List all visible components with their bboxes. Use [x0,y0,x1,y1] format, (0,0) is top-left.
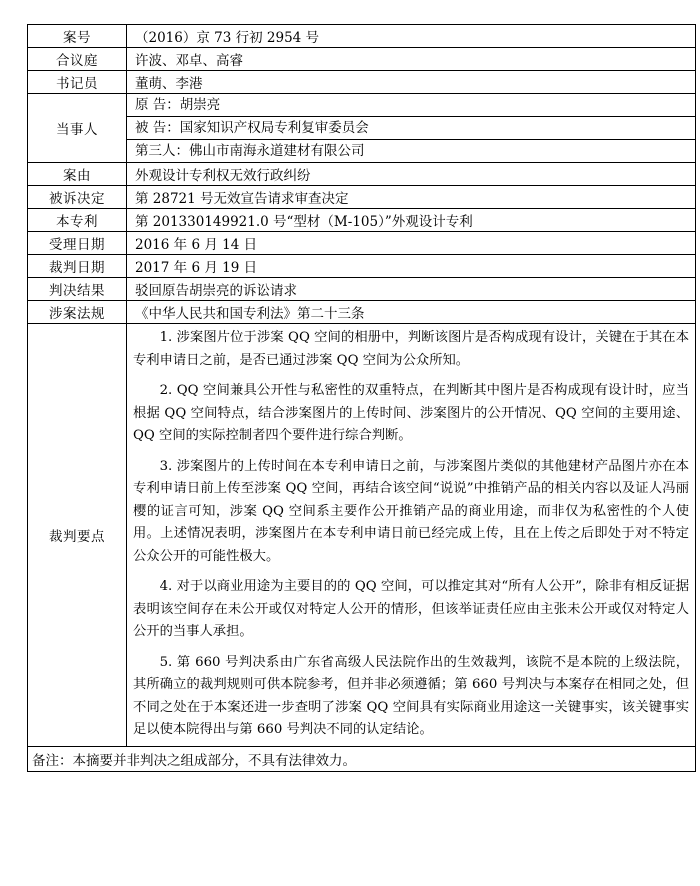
accepted-label: 受理日期 [28,232,127,255]
point-2: 2. QQ 空间兼具公开性与私密性的双重特点，在判断其中图片是否构成现有设计时，应当根据 QQ 空间特点，结合涉案图片的上传时间、涉案图片的公开情况、QQ 空间的主要用途、QQ 空间的实际控制者四个要件进行综合判断。 [133,383,689,443]
clerk-label: 书记员 [28,71,127,94]
point-3: 3. 涉案图片的上传时间在本专利申请日之前，与涉案图片类似的其他建材产品图片亦在本专利申请日前上传至涉案 QQ 空间，再结合该空间“说说”中推销产品的相关内容以及证人冯丽樱的证言可知，涉案 QQ 空间系主要作公开推销产品的商业用途，而非仅为私密性的个人使用。上述情况表明，涉案图片在本专利申请日前已经完成上传，且在上传之后即处于对不特定公众公开的可能性极大。 [133,458,689,564]
row-judged [28,255,696,278]
row-patent [28,209,696,232]
row-panel [28,48,696,71]
patent-label: 本专利 [28,209,127,232]
defendant: 被 告：国家知识产权局专利复审委员会 [127,117,695,140]
accepted-value: 2016 年 6 月 14 日 [127,232,696,255]
parties-label: 当事人 [28,94,127,163]
cause-label: 案由 [28,163,127,186]
plaintiff: 原 告：胡崇亮 [127,94,695,117]
point-5: 5. 第 660 号判决系由广东省高级人民法院作出的生效裁判，该院不是本院的上级法院，其所确立的裁判规则可供本院参考，但并非必须遵循；第 660 号判决与本案存在相同之处，但不同之处在于本案还进一步查明了涉案 QQ 空间具有实际商业用途这一关键事实，该关键事实足以使本院得出与第 660 号判决不同的认定结论。 [133,654,689,737]
case-summary-table [27,24,696,772]
row-cause [28,163,696,186]
row-clerk [28,71,696,94]
row-case-no [28,25,696,48]
row-note [28,746,696,771]
result-value: 驳回原告胡崇亮的诉讼请求 [127,278,696,301]
judged-value: 2017 年 6 月 19 日 [127,255,696,278]
law-value: 《中华人民共和国专利法》第二十三条 [127,301,696,324]
panel-value: 许波、邓卓、高睿 [127,48,696,71]
patent-value: 第 201330149921.0 号“型材（M-105）”外观设计专利 [127,209,696,232]
points-cell [127,324,696,747]
row-points [28,324,696,747]
panel-label: 合议庭 [28,48,127,71]
third-party: 第三人：佛山市南海永道建材有限公司 [135,143,365,159]
point-1: 1. 涉案图片位于涉案 QQ 空间的相册中，判断该图片是否构成现有设计，关键在于其在本专利申请日之前，是否已通过涉案 QQ 空间为公众所知。 [133,330,689,368]
parties-cell [127,94,696,163]
case-no-value: （2016）京 73 行初 2954 号 [127,25,696,48]
row-parties [28,94,696,163]
case-no-label: 案号 [28,25,127,48]
decision-value: 第 28721 号无效宣告请求审查决定 [127,186,696,209]
row-law [28,301,696,324]
point-4: 4. 对于以商业用途为主要目的的 QQ 空间，可以推定其对“所有人公开”，除非有相反证据表明该空间存在未公开或仅对特定人公开的情形，但该举证责任应由主张未公开或仅对特定人公开的当事人承担。 [133,579,689,639]
decision-label: 被诉决定 [28,186,127,209]
law-label: 涉案法规 [28,301,127,324]
cause-value: 外观设计专利权无效行政纠纷 [127,163,696,186]
clerk-value: 董萌、李港 [127,71,696,94]
row-accepted [28,232,696,255]
judged-label: 裁判日期 [28,255,127,278]
disclaimer-note: 备注：本摘要并非判决之组成部分，不具有法律效力。 [28,746,696,771]
row-result [28,278,696,301]
result-label: 判决结果 [28,278,127,301]
row-decision [28,186,696,209]
points-label: 裁判要点 [28,324,127,747]
